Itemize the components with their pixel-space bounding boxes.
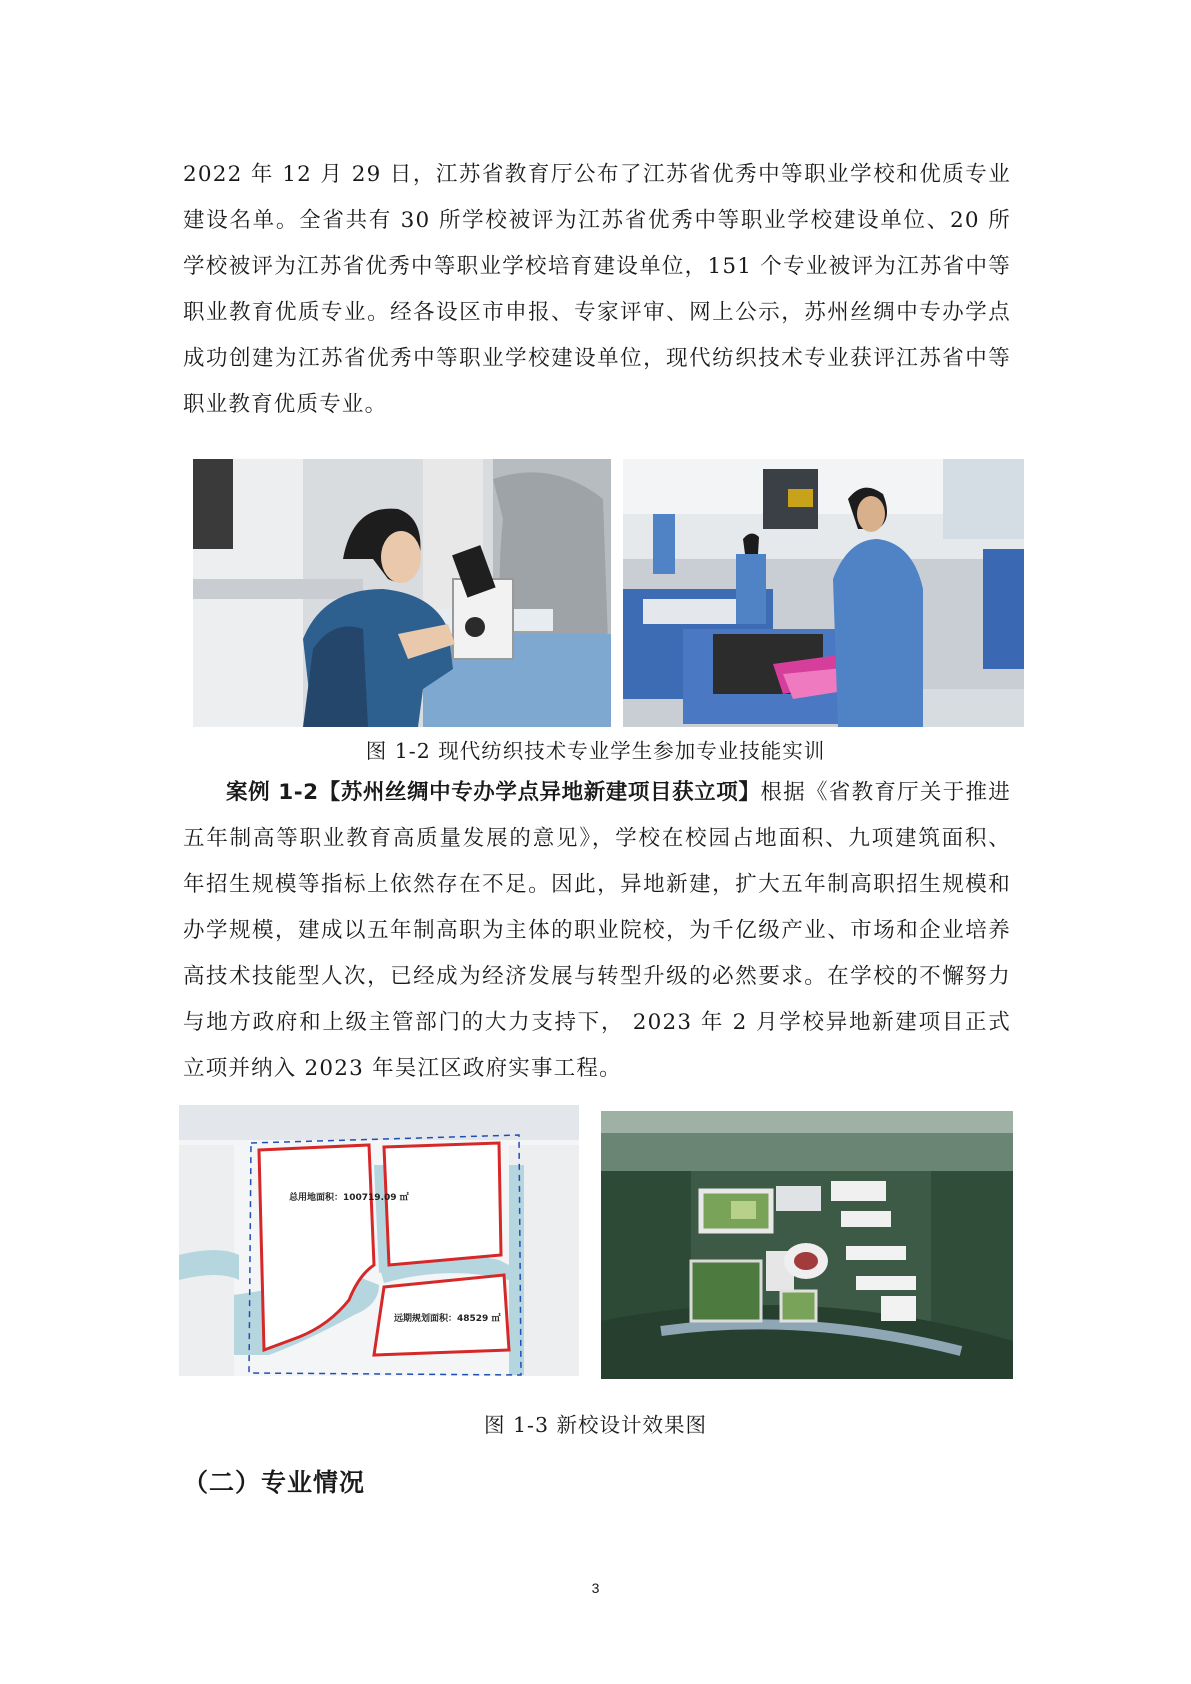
site-plan-total-area-label: 总用地面积：100719.09 ㎡ bbox=[289, 1193, 409, 1203]
paragraph-case-study bbox=[183, 770, 1011, 1092]
figure-caption-1-3: 图 1-3 新校设计效果图 bbox=[483, 1413, 708, 1437]
site-plan-far-area-label: 远期规划面积：48529 ㎡ bbox=[394, 1314, 501, 1324]
figure-caption-1-2: 图 1-2 现代纺织技术专业学生参加专业技能实训 bbox=[365, 739, 826, 763]
photo-textile-lab bbox=[623, 459, 1024, 727]
section-heading: （二）专业情况 bbox=[183, 1468, 366, 1497]
paragraph-award-announcement: 2022 年 12 月 29 日，江苏省教育厅公布了江苏省优秀中等职业学校和优质专业建设名单。全省共有 30 所学校被评为江苏省优秀中等职业学校建设单位、20 所学校被评为江苏省优秀中等职业学校培育建设单位，151 个专业被评为江苏省中等职业教育优质专业。经各设区市申报、专家评审、网上公示，苏州丝绸中专办学点成功创建为江苏省优秀中等职业学校建设单位，现代纺织技术专业获评江苏省中等职业教育优质专业。 bbox=[183, 162, 1011, 417]
photo-student-microscope bbox=[193, 459, 611, 727]
page-number: 3 bbox=[591, 1580, 600, 1596]
case-study-body: 根据《省教育厅关于推进五年制高等职业教育高质量发展的意见》，学校在校园占地面积、九项建筑面积、年招生规模等指标上依然存在不足。因此，异地新建，扩大五年制高职招生规模和办学规模，建成以五年制高职为主体的职业院校，为千亿级产业、市场和企业培养高技术技能型人次，已经成为经济发展与转型升级的必然要求。在学校的不懈努力与地方政府和上级主管部门的大力支持下， 2023 年 2 月学校异地新建项目正式立项并纳入 2023 年吴江区政府实事工程。 bbox=[183, 780, 1011, 1081]
case-study-title: 案例 1-2【苏州丝绸中专办学点异地新建项目获立项】 bbox=[226, 780, 761, 805]
site-plan-map bbox=[179, 1105, 579, 1376]
new-campus-aerial-rendering bbox=[601, 1111, 1013, 1379]
